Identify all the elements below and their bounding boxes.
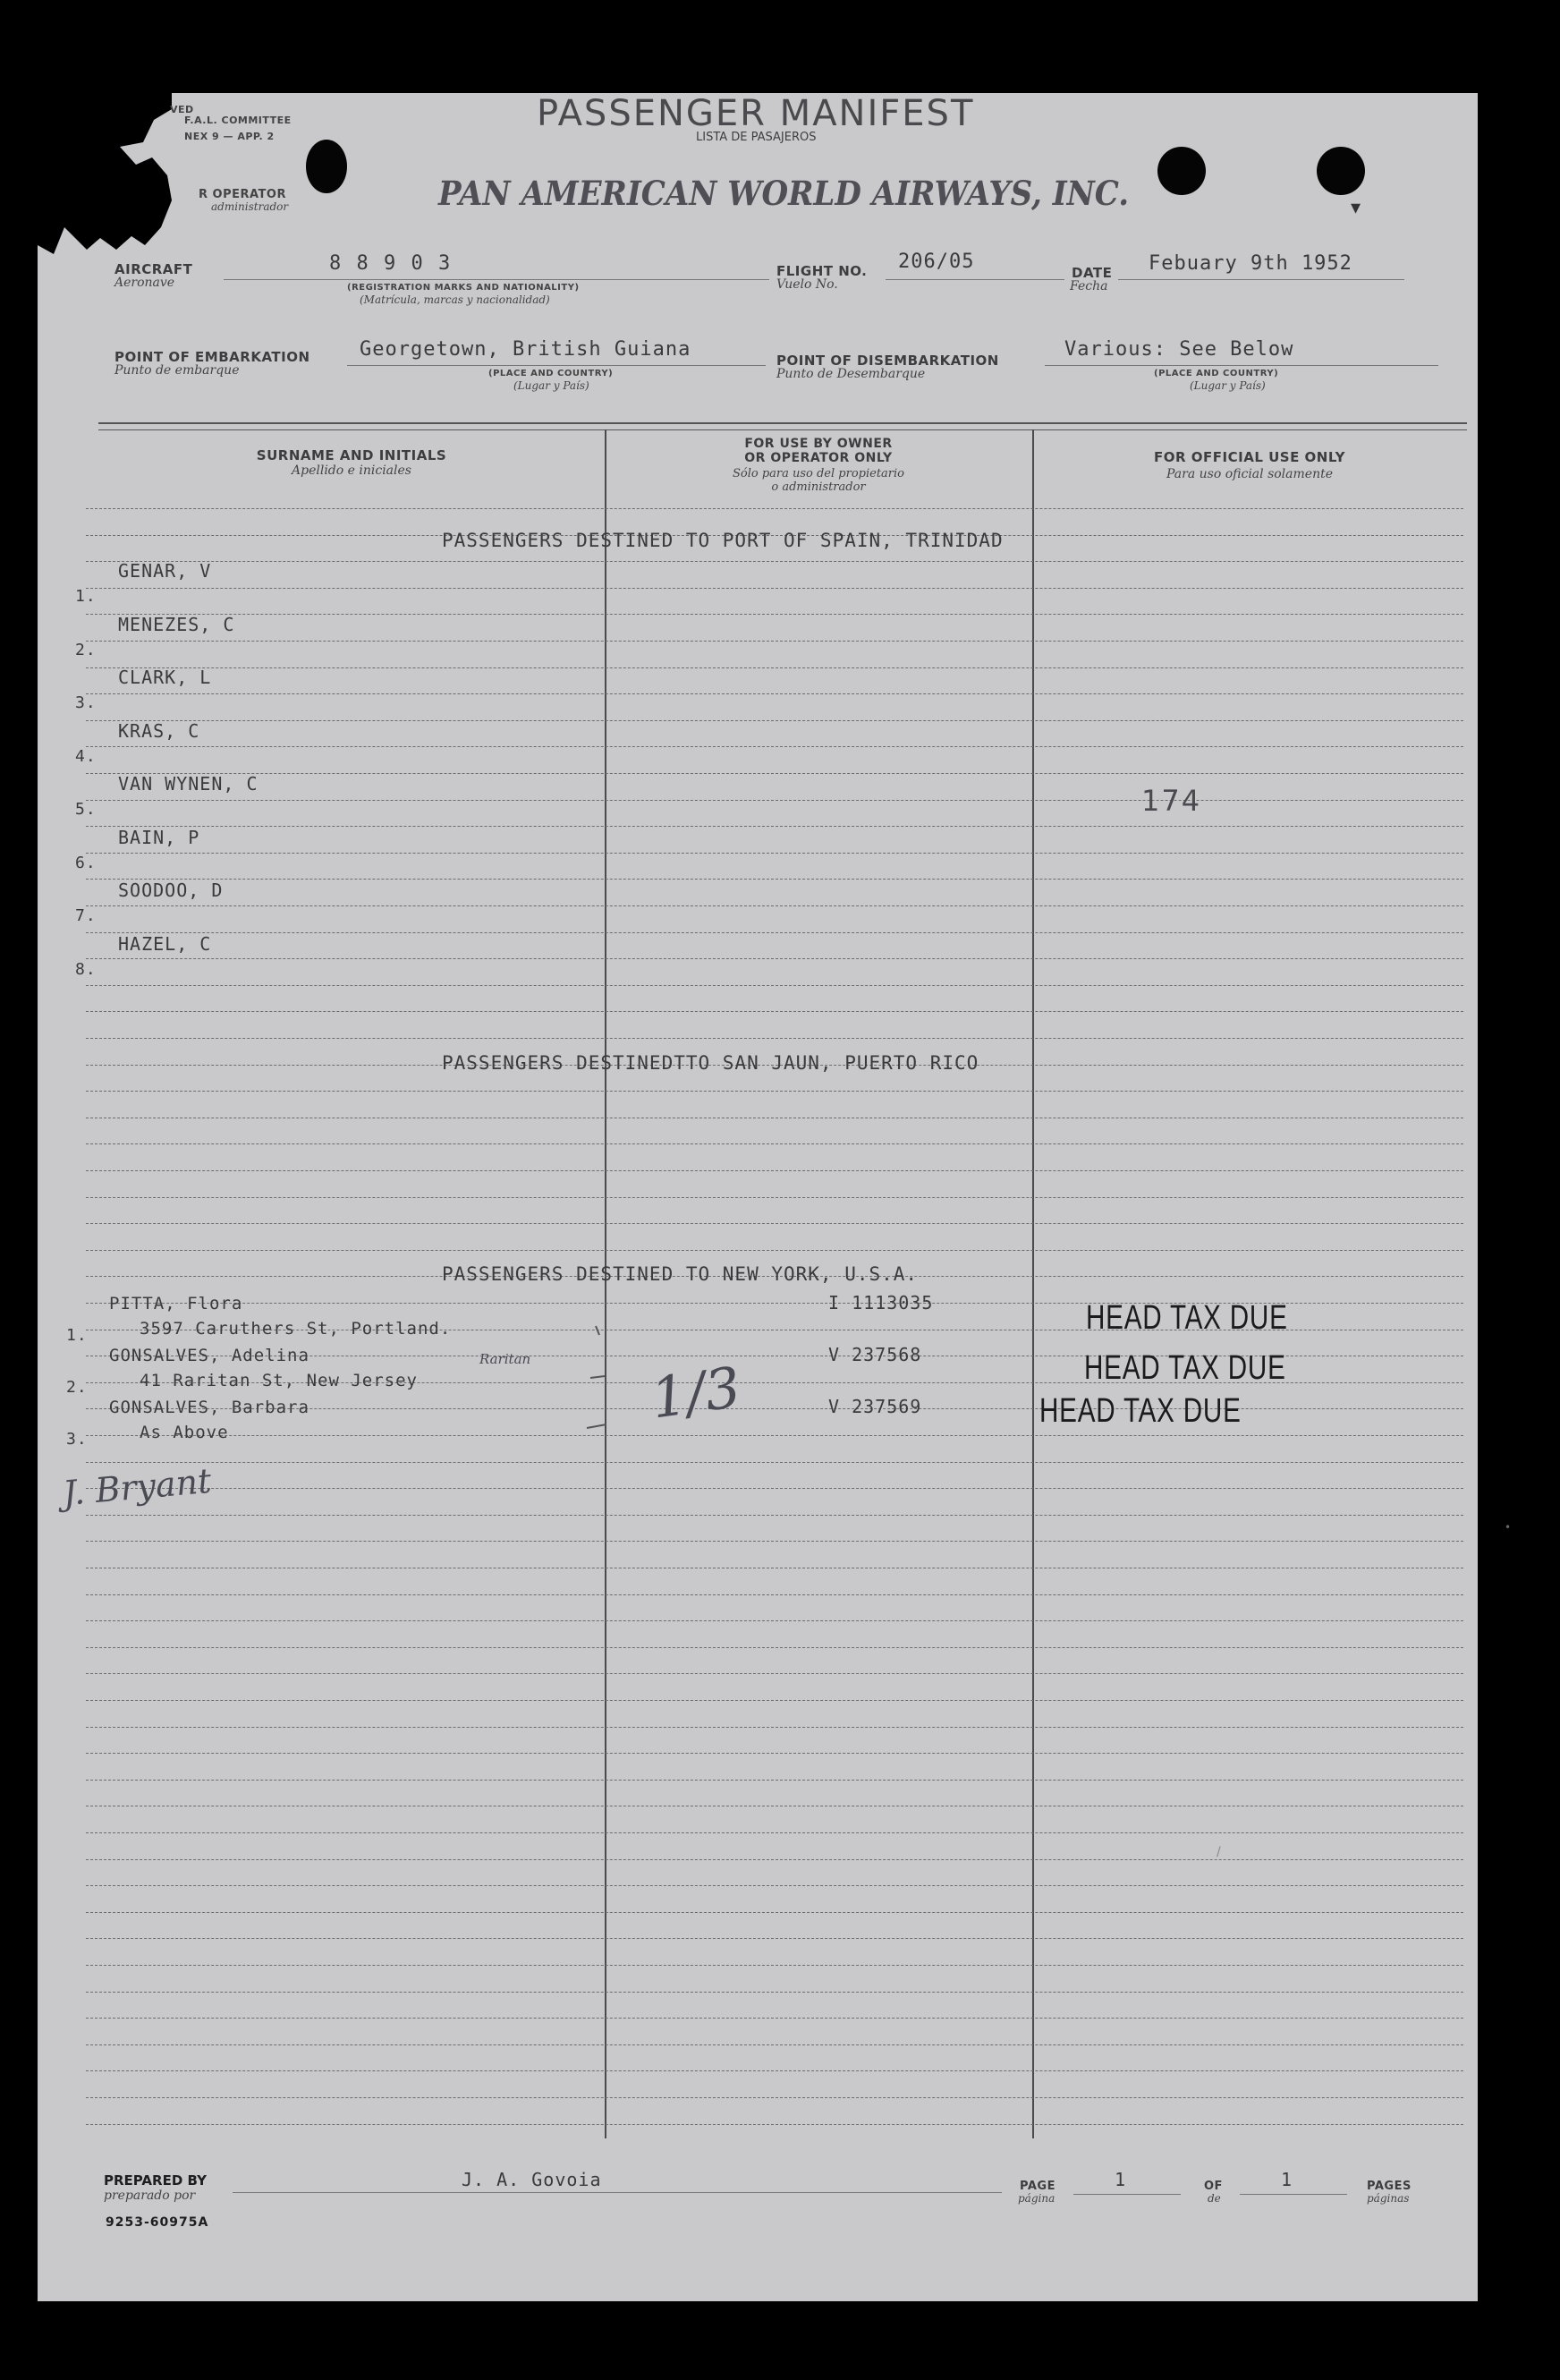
ruled-line [86, 1885, 1463, 1886]
prepared-label-es: preparado por [104, 2189, 196, 2203]
registration-caption: (REGISTRATION MARKS AND NATIONALITY) [347, 283, 580, 293]
passenger-name: VAN WYNEN, C [118, 773, 259, 795]
passenger-number: 3. [75, 693, 97, 712]
pages-label-es: páginas [1367, 2192, 1410, 2205]
speck-mark: / [1217, 1845, 1221, 1859]
passenger-name: BAIN, P [118, 826, 200, 848]
ruled-line [86, 1620, 1463, 1621]
date-label: DATE [1072, 265, 1113, 281]
ruled-line [86, 2044, 1463, 2045]
ruled-line [86, 958, 1463, 959]
ruled-line [86, 1197, 1463, 1198]
punch-hole [1157, 147, 1206, 195]
page-label-es: página [1018, 2192, 1056, 2205]
speck-mark: • [1505, 1521, 1512, 1534]
passenger-address: As Above [140, 1423, 229, 1442]
embarkation-label-es: Punto de embarque [114, 363, 240, 378]
passenger-number: 4. [75, 746, 97, 766]
passenger-number: 7. [75, 906, 97, 925]
ruled-line [86, 985, 1463, 986]
passenger-number: 2. [75, 640, 97, 659]
of-label-es: de [1208, 2192, 1221, 2205]
punch-hole [1317, 147, 1365, 195]
passenger-name: CLARK, L [118, 667, 212, 688]
prepared-label: PREPARED BY [104, 2172, 207, 2189]
date-value: Febuary 9th 1952 [1149, 252, 1352, 275]
aircraft-registration: 8 8 9 0 3 [329, 252, 453, 275]
passenger-number: 6. [75, 853, 97, 872]
ruled-line [86, 1992, 1463, 1993]
ruled-line [86, 1250, 1463, 1251]
passenger-name: GONSALVES, Barbara [109, 1398, 309, 1417]
passenger-name: HAZEL, C [118, 932, 212, 955]
ruled-line [86, 1462, 1463, 1463]
passenger-name: PITTA, Flora [109, 1294, 243, 1313]
section-new-york: PASSENGERS DESTINED TO NEW YORK, U.S.A. [442, 1263, 919, 1285]
official-number: 174 [1141, 784, 1202, 818]
ruled-line [86, 2070, 1463, 2071]
ruled-line [86, 879, 1463, 880]
aircraft-label: AIRCRAFT [114, 261, 193, 277]
document-number: V 237568 [828, 1344, 922, 1365]
handwritten-note: Raritan [479, 1351, 531, 1367]
document-number: I 1113035 [828, 1292, 934, 1313]
operator-text: R OPERATOR [199, 188, 286, 201]
ruled-line [86, 853, 1463, 854]
total-pages: 1 [1281, 2169, 1293, 2190]
handwritten-fraction: 1/3 [647, 1354, 745, 1432]
ruled-line [86, 1091, 1463, 1092]
ruled-line [86, 561, 1463, 562]
disembarkation-value: Various: See Below [1064, 338, 1294, 361]
ruled-line [86, 693, 1463, 694]
ruled-line [86, 1435, 1463, 1436]
head-tax-stamp: HEAD TAX DUE [1039, 1392, 1242, 1430]
form-number: 9253-60975A [106, 2215, 209, 2230]
col-header-owner-b: OR OPERATOR ONLY [744, 451, 893, 465]
disembarkation-label: POINT OF DISEMBARKATION [776, 353, 999, 369]
embarkation-caption-es: (Lugar y País) [513, 379, 589, 392]
punch-hole [306, 140, 347, 193]
ruled-line [86, 508, 1463, 509]
col-header-official: FOR OFFICIAL USE ONLY [1154, 449, 1345, 465]
ruled-line [86, 773, 1463, 774]
date-label-es: Fecha [1070, 279, 1108, 293]
disembarkation-caption: (PLACE AND COUNTRY) [1154, 369, 1279, 378]
embarkation-caption: (PLACE AND COUNTRY) [488, 369, 614, 378]
pages-label: PAGES [1367, 2180, 1412, 2193]
head-tax-stamp: HEAD TAX DUE [1084, 1349, 1286, 1387]
col-header-official-es: Para uso oficial solamente [1166, 467, 1333, 481]
ruled-line [86, 1832, 1463, 1833]
ruled-line [86, 667, 1463, 668]
ruled-line [86, 2018, 1463, 2019]
ruled-line [86, 1780, 1463, 1781]
passenger-address: 41 Raritan St, New Jersey [140, 1371, 418, 1390]
passenger-name: MENEZES, C [118, 613, 235, 635]
passenger-number: 1. [75, 587, 97, 606]
ruled-line [86, 1143, 1463, 1144]
of-label: OF [1204, 2180, 1223, 2193]
disembarkation-label-es: Punto de Desembarque [776, 367, 926, 381]
ruled-line [86, 800, 1463, 801]
section-puerto-rico: PASSENGERS DESTINEDTTO SAN JAUN, PUERTO RICO [442, 1052, 979, 1074]
ruled-line [86, 1859, 1463, 1860]
ruled-line [86, 1594, 1463, 1595]
section-trinidad: PASSENGERS DESTINED TO PORT OF SPAIN, TRINIDAD [442, 530, 1004, 551]
ruled-line [86, 905, 1463, 906]
ruled-line [86, 1673, 1463, 1674]
registration-caption-es: (Matrícula, marcas y nacionalidad) [360, 293, 550, 306]
ruled-line [86, 932, 1463, 933]
ruled-line [86, 1515, 1463, 1516]
passenger-name: SOODOO, D [118, 880, 224, 901]
passenger-number: 5. [75, 800, 97, 819]
ruled-line [86, 1938, 1463, 1939]
airline-name: PAN AMERICAN WORLD AIRWAYS, INC. [438, 174, 1130, 213]
page-label: PAGE [1020, 2180, 1056, 2193]
handwritten-signature: J. Bryant [61, 1460, 214, 1514]
ruled-line [86, 1727, 1463, 1728]
col-header-owner-a: FOR USE BY OWNER [744, 437, 893, 451]
disembarkation-caption-es: (Lugar y País) [1190, 379, 1266, 392]
ruled-line [86, 588, 1463, 589]
embarkation-value: Georgetown, British Guiana [360, 338, 691, 361]
operator-sub: administrador [211, 200, 289, 213]
ruled-line [86, 1170, 1463, 1171]
flight-number: 206/05 [898, 251, 975, 273]
embarkation-label: POINT OF EMBARKATION [114, 349, 310, 365]
col-header-surname: SURNAME AND INITIALS [256, 447, 447, 463]
ruled-line [86, 1488, 1463, 1489]
passenger-number: 3. [66, 1430, 88, 1449]
manifest-subtitle: LISTA DE PASAJEROS [696, 131, 817, 144]
annex-text: NEX 9 — APP. 2 [184, 131, 275, 142]
ruled-line [86, 1912, 1463, 1913]
document-number: V 237569 [828, 1396, 922, 1417]
approved-text: VED [170, 104, 194, 115]
passenger-number: 2. [66, 1378, 88, 1397]
passenger-name: KRAS, C [118, 719, 200, 742]
ruled-line [86, 720, 1463, 721]
head-tax-stamp: HEAD TAX DUE [1086, 1299, 1288, 1337]
ruled-line [86, 614, 1463, 615]
passenger-number: 8. [75, 959, 97, 979]
ruled-line [86, 641, 1463, 642]
col-header-owner-es2: o administrador [771, 480, 866, 494]
ruled-line [86, 2097, 1463, 2098]
ruled-line [86, 1965, 1463, 1966]
flight-label-es: Vuelo No. [776, 277, 838, 292]
manifest-title: PASSENGER MANIFEST [537, 93, 975, 134]
ruled-line [86, 2124, 1463, 2125]
col-header-owner-es1: Sólo para uso del propietario [732, 467, 905, 480]
ruled-line [86, 1011, 1463, 1012]
ruled-line [86, 1647, 1463, 1648]
ruled-line [86, 1700, 1463, 1701]
passenger-address: 3597 Caruthers St, Portland. [140, 1319, 452, 1339]
preparer-name: J. A. Govoia [462, 2169, 602, 2190]
ruled-line [86, 1753, 1463, 1754]
passenger-name: GONSALVES, Adelina [109, 1346, 309, 1365]
passenger-name: GENAR, V [118, 560, 212, 582]
flight-label: FLIGHT NO. [776, 263, 868, 279]
aircraft-label-es: Aeronave [114, 276, 175, 290]
committee-text: F.A.L. COMMITTEE [184, 115, 292, 126]
ruled-line [86, 746, 1463, 747]
mark-glyph: ▾ [1351, 197, 1361, 219]
ruled-line [86, 1038, 1463, 1039]
page-number: 1 [1115, 2169, 1126, 2190]
ruled-line [86, 826, 1463, 827]
handwritten-marks [564, 1324, 617, 1441]
ruled-line [86, 1541, 1463, 1542]
ruled-line [86, 1223, 1463, 1224]
col-header-surname-es: Apellido e iniciales [292, 463, 411, 478]
passenger-number: 1. [66, 1326, 88, 1345]
